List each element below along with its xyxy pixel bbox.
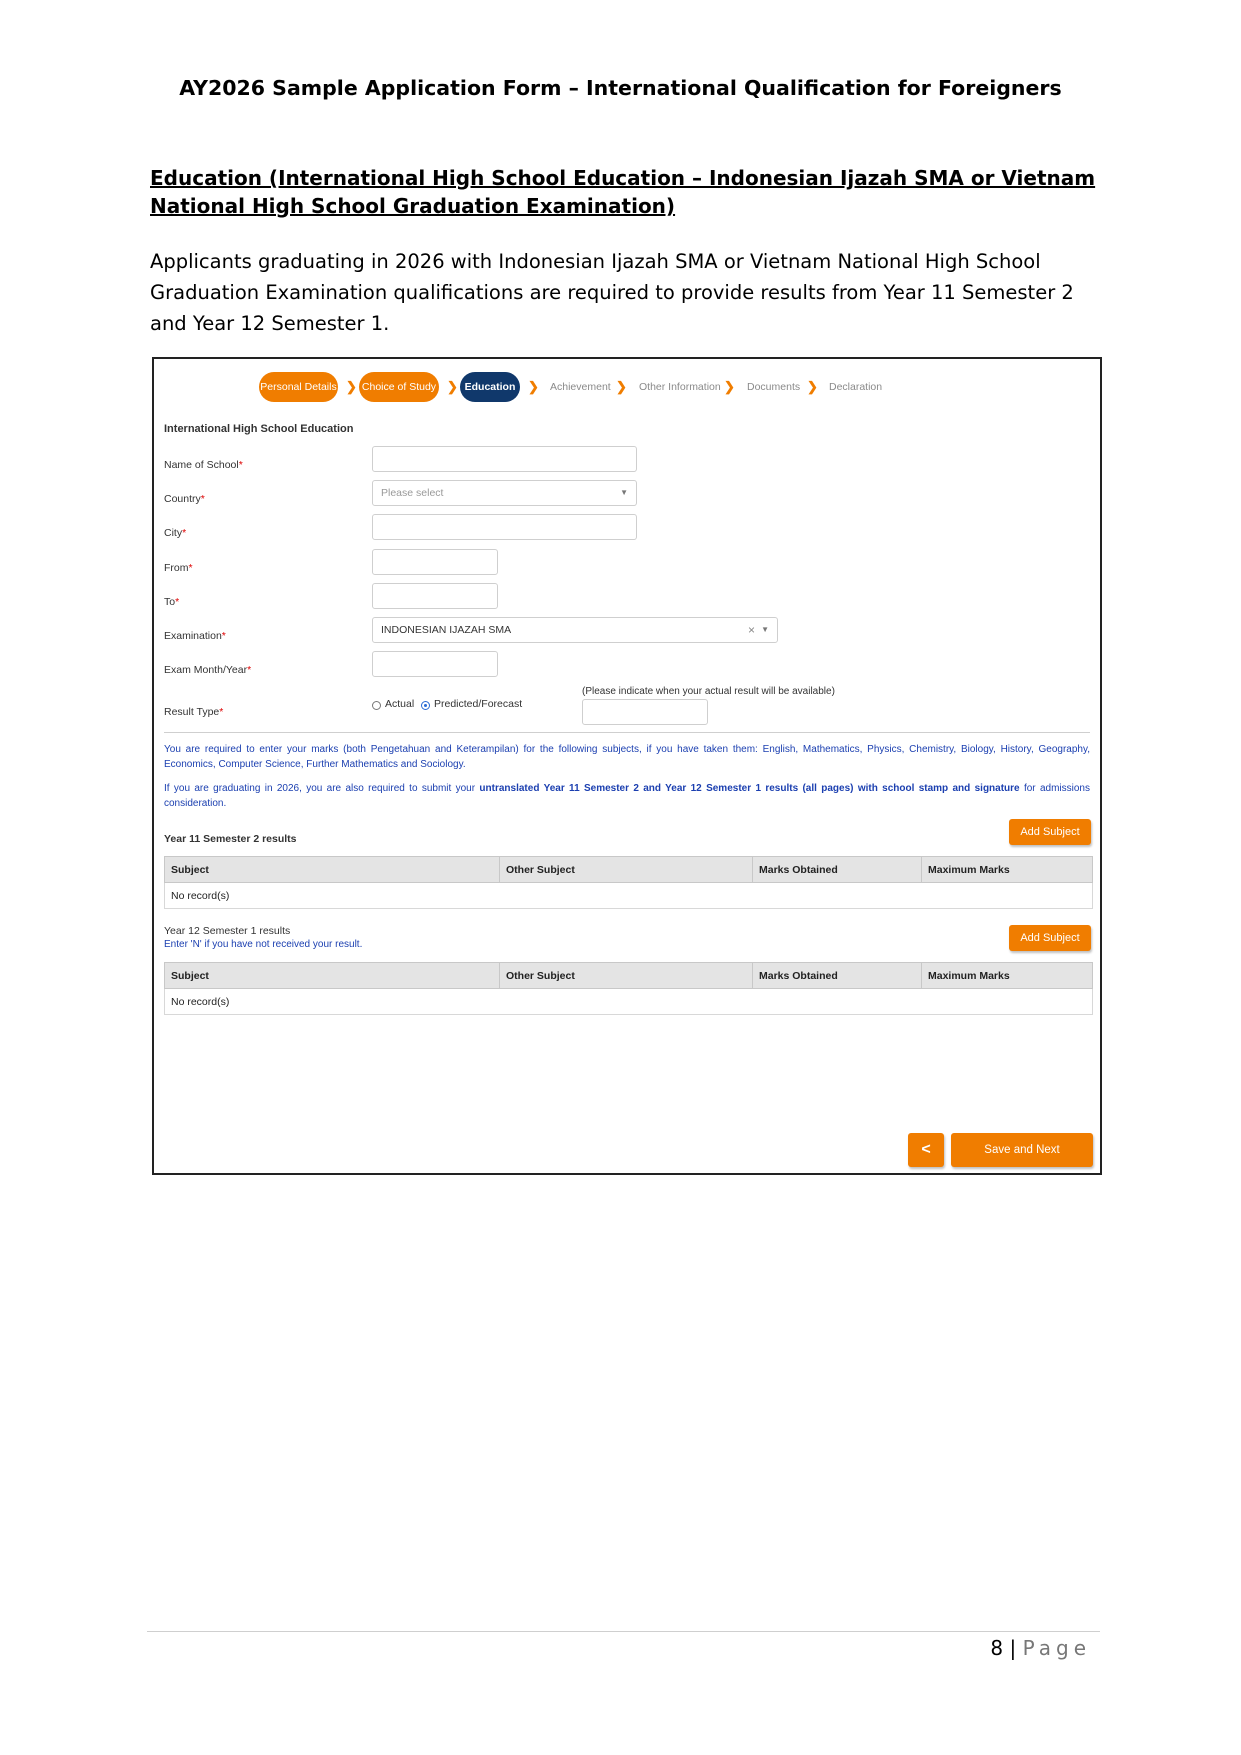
result-availability-input[interactable] xyxy=(582,699,708,725)
result-type-actual-label: Actual xyxy=(385,698,415,710)
column-other-subject: Other Subject xyxy=(500,857,753,883)
examination-label: Examination* xyxy=(164,630,226,642)
result-type-actual-radio[interactable] xyxy=(372,701,381,710)
city-input[interactable] xyxy=(372,514,637,540)
country-placeholder: Please select xyxy=(381,487,444,499)
result-type-predicted-radio[interactable] xyxy=(421,701,430,710)
column-other-subject: Other Subject xyxy=(500,963,753,989)
year12-add-subject-button[interactable]: Add Subject xyxy=(1009,925,1091,951)
year12-results-table xyxy=(164,962,1093,1015)
examination-value: INDONESIAN IJAZAH SMA xyxy=(381,624,512,636)
country-select[interactable] xyxy=(372,480,637,506)
divider xyxy=(164,732,1090,733)
intro-paragraph: Applicants graduating in 2026 with Indonesian Ijazah SMA or Vietnam National High School Graduation Examination qualifications are required to provide results from Year 11 Semester 2 and Year 12 Semester 1. xyxy=(150,250,1074,335)
to-label: To* xyxy=(164,596,180,608)
city-label: City* xyxy=(164,527,187,539)
step-other-information[interactable]: Other Information xyxy=(639,381,721,393)
chevron-right-icon: ❯ xyxy=(724,379,735,394)
chevron-down-icon: ▼ xyxy=(620,488,628,497)
submission-note: If you are graduating in 2026, you are also required to submit your untranslated Year 11 Semester 2 and Year 12 Semester 1 results (all pages) with school stamp and signature for admissions consideration. xyxy=(164,783,1090,809)
table-row xyxy=(165,883,1093,909)
column-maximum-marks: Maximum Marks xyxy=(922,963,1093,989)
from-date-input[interactable] xyxy=(372,549,498,575)
from-label: From* xyxy=(164,562,193,574)
step-declaration[interactable]: Declaration xyxy=(829,381,883,393)
empty-table-message: No record(s) xyxy=(165,883,1093,909)
column-subject: Subject xyxy=(165,857,500,883)
progress-stepper xyxy=(154,365,1100,397)
step-education[interactable]: Education xyxy=(460,372,520,402)
exam-month-year-label: Exam Month/Year* xyxy=(164,664,252,676)
column-maximum-marks: Maximum Marks xyxy=(922,857,1093,883)
form-section-title: International High School Education xyxy=(164,423,354,435)
chevron-down-icon: ▼ xyxy=(761,625,769,634)
table-header-row xyxy=(165,857,1093,883)
step-personal-details[interactable]: Personal Details xyxy=(259,372,338,402)
year11-results-title: Year 11 Semester 2 results xyxy=(164,833,297,845)
school-name-label: Name of School* xyxy=(164,459,243,471)
step-documents[interactable]: Documents xyxy=(747,381,801,393)
step-achievement[interactable]: Achievement xyxy=(550,381,611,393)
save-and-next-button[interactable]: Save and Next xyxy=(951,1133,1093,1167)
result-type-label: Result Type* xyxy=(164,706,224,718)
table-row xyxy=(165,989,1093,1015)
chevron-right-icon: ❯ xyxy=(807,379,818,394)
chevron-right-icon: ❯ xyxy=(346,379,357,394)
result-type-predicted-label: Predicted/Forecast xyxy=(434,698,523,710)
year12-results-title: Year 12 Semester 1 results xyxy=(164,925,291,937)
examination-select[interactable] xyxy=(372,617,778,643)
clear-icon[interactable]: × xyxy=(747,623,755,637)
subjects-note: You are required to enter your marks (both Pengetahuan and Keterampilan) for the following subjects, if you have taken them: English, Mathematics, Physics, Chemistry, Biology, History, Geography, Economics, Computer Science, Further Mathematics and Sociology. xyxy=(164,744,1090,770)
step-choice-of-study[interactable]: Choice of Study xyxy=(359,372,439,402)
year11-add-subject-button[interactable]: Add Subject xyxy=(1009,819,1091,845)
exam-month-year-input[interactable] xyxy=(372,651,498,677)
page-number: 8 | Page xyxy=(990,1636,1091,1660)
document-title: AY2026 Sample Application Form – International Qualification for Foreigners xyxy=(179,76,1062,100)
chevron-right-icon: ❯ xyxy=(616,379,627,394)
application-form-screenshot xyxy=(152,357,1102,1175)
to-date-input[interactable] xyxy=(372,583,498,609)
column-marks-obtained: Marks Obtained xyxy=(753,963,922,989)
footer-divider xyxy=(147,1631,1100,1632)
country-label: Country* xyxy=(164,493,205,505)
empty-table-message: No record(s) xyxy=(165,989,1093,1015)
result-availability-hint: (Please indicate when your actual result will be available) xyxy=(582,686,835,697)
table-header-row xyxy=(165,963,1093,989)
back-button[interactable] xyxy=(908,1133,944,1167)
chevron-left-icon: < xyxy=(921,1141,931,1158)
column-marks-obtained: Marks Obtained xyxy=(753,857,922,883)
chevron-right-icon: ❯ xyxy=(528,379,539,394)
year12-results-hint: Enter 'N' if you have not received your result. xyxy=(164,939,363,950)
chevron-right-icon: ❯ xyxy=(447,379,458,394)
year11-results-table xyxy=(164,856,1093,909)
column-subject: Subject xyxy=(165,963,500,989)
section-heading: Education (International High School Education – Indonesian Ijazah SMA or Vietnam National High School Graduation Examination) xyxy=(150,166,1096,218)
school-name-input[interactable] xyxy=(372,446,637,472)
